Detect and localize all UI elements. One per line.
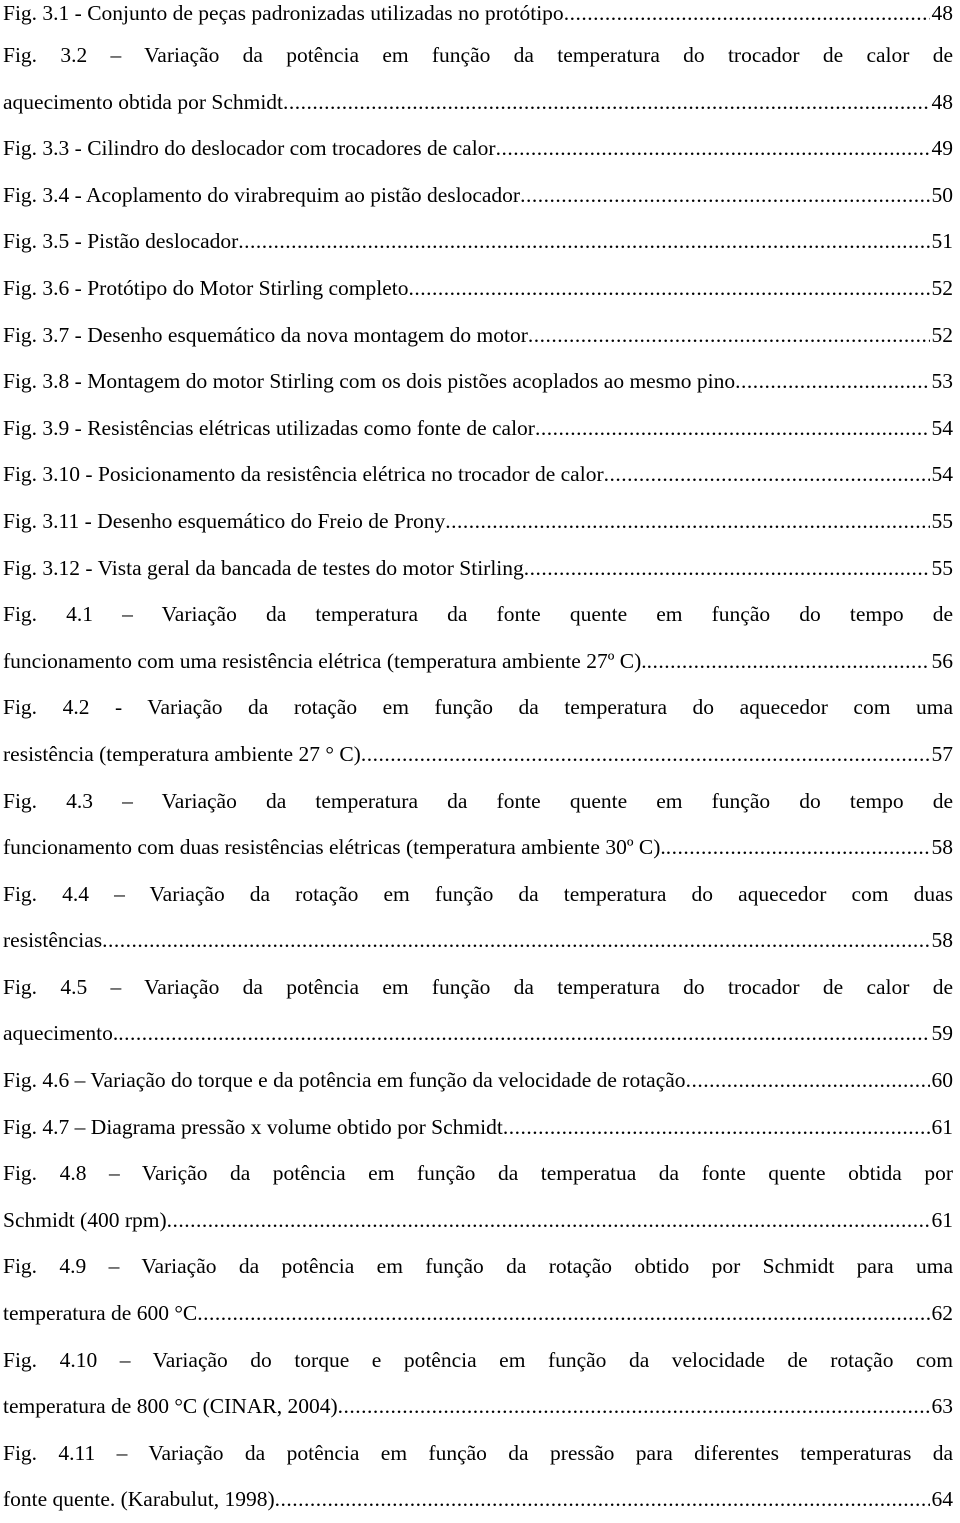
entry-title: Fig. 3.12 - Vista geral da bancada de testes do motor Stirling [3, 555, 524, 580]
entry-last-line [3, 824, 953, 871]
dot-leader [647, 638, 930, 685]
entry-title: Fig. 3.4 - Acoplamento do virabrequim ao pistão deslocador [3, 182, 521, 207]
entry-title: temperatura de 600 °C [3, 1301, 198, 1326]
entry-last-line [3, 1104, 953, 1151]
entry-line [3, 1243, 953, 1290]
figure-list-entry [3, 1337, 953, 1430]
entry-last-line [3, 405, 953, 452]
figure-list-entry [3, 32, 953, 125]
dot-leader [283, 79, 929, 126]
figure-list-entry [3, 591, 953, 684]
entry-title: Fig. 4.6 – Variação do torque e da potência em função da velocidade de rotação [3, 1068, 686, 1093]
entry-title: Fig. 4.4 – Variação da rotação em função da temperatura do aquecedor com duas [3, 881, 953, 906]
page-number: 48 [931, 1, 953, 25]
figure-list-entry [3, 964, 953, 1057]
entry-title: Fig. 3.11 - Desenho esquemático do Freio de Prony [3, 508, 446, 533]
figure-list-entry [3, 125, 953, 172]
page-number: 57 [931, 741, 953, 766]
figure-list-entry [3, 405, 953, 452]
entry-last-line [3, 265, 953, 312]
page-number: 62 [931, 1301, 953, 1326]
entry-title: resistência (temperatura ambiente 27 ° C) [3, 741, 361, 766]
dot-leader [197, 1290, 929, 1337]
dot-leader [520, 172, 929, 219]
page-number: 51 [931, 229, 953, 254]
figure-list-entry [3, 218, 953, 265]
entry-title: Fig. 4.10 – Variação do torque e potência em função da velocidade de rotação com [3, 1347, 953, 1372]
dot-leader [167, 1197, 930, 1244]
figure-list-entry [3, 1243, 953, 1336]
entry-line [3, 1430, 953, 1477]
entry-last-line [3, 545, 953, 592]
entry-title: Fig. 3.9 - Resistências elétricas utilizadas como fonte de calor [3, 415, 535, 440]
entry-line [3, 32, 953, 79]
page-number: 60 [931, 1068, 953, 1093]
figure-list-entry [3, 1057, 953, 1104]
figure-list-entry [3, 451, 953, 498]
dot-leader [686, 1057, 930, 1104]
entry-last-line [3, 79, 953, 126]
dot-leader [535, 405, 930, 452]
dot-leader [528, 312, 930, 359]
dot-leader [238, 218, 929, 265]
figure-list-entry [3, 778, 953, 871]
dot-leader [503, 1104, 930, 1151]
entry-last-line [3, 358, 953, 405]
dot-leader [666, 824, 930, 871]
figure-list-entry [3, 172, 953, 219]
page-number: 59 [931, 1021, 953, 1046]
dot-leader [496, 125, 930, 172]
entry-title: Fig. 3.2 – Variação da potência em função da temperatura do trocador de calor de [3, 43, 953, 67]
entry-title: Schmidt (400 rpm) [3, 1207, 167, 1232]
entry-line [3, 871, 953, 918]
dot-leader [445, 498, 929, 545]
page-number: 64 [931, 1487, 953, 1512]
dot-leader [735, 358, 929, 405]
figure-list-entry [3, 312, 953, 359]
entry-last-line [3, 917, 953, 964]
entry-title: Fig. 4.5 – Variação da potência em função da temperatura do trocador de calor de [3, 974, 953, 999]
entry-title: Fig. 3.8 - Montagem do motor Stirling com os dois pistões acoplados ao mesmo pino [3, 369, 736, 394]
figure-list-entry [3, 545, 953, 592]
page-number: 55 [931, 555, 953, 580]
dot-leader [409, 265, 930, 312]
figure-list-entry [3, 871, 953, 964]
entry-title: fonte quente. (Karabulut, 1998) [3, 1487, 275, 1512]
entry-last-line [3, 312, 953, 359]
entry-last-line [3, 1010, 953, 1057]
entry-last-line [3, 1476, 953, 1523]
entry-last-line [3, 0, 953, 32]
entry-title: Fig. 4.8 – Varição da potência em função da temperatua da fonte quente obtida por [3, 1161, 953, 1186]
page-number: 58 [931, 928, 953, 953]
page-number: 61 [931, 1207, 953, 1232]
entry-title: aquecimento. [3, 1021, 119, 1046]
entry-line [3, 964, 953, 1011]
figure-list-entry [3, 0, 953, 32]
figure-list-entry [3, 498, 953, 545]
entry-last-line [3, 218, 953, 265]
entry-title: resistências [3, 928, 103, 953]
dot-leader [275, 1476, 930, 1523]
entry-title: Fig. 4.1 – Variação da temperatura da fonte quente em função do tempo de [3, 602, 953, 627]
entry-last-line [3, 1057, 953, 1104]
page-number: 54 [931, 415, 953, 440]
dot-leader [361, 731, 930, 778]
entry-line [3, 1337, 953, 1384]
dot-leader [102, 917, 929, 964]
page-number: 49 [931, 136, 953, 161]
page-number: 52 [931, 275, 953, 300]
entry-line [3, 591, 953, 638]
entry-title: Fig. 3.1 - Conjunto de peças padronizadas utilizadas no protótipo [3, 1, 564, 25]
entry-line [3, 1150, 953, 1197]
figure-list-entry [3, 684, 953, 777]
page-number: 58 [931, 835, 953, 860]
page-number: 53 [931, 369, 953, 394]
entry-title: temperatura de 800 °C (CINAR, 2004) [3, 1394, 338, 1419]
entry-last-line [3, 451, 953, 498]
figure-list-entry [3, 1104, 953, 1151]
entry-last-line [3, 125, 953, 172]
entry-line [3, 778, 953, 825]
entry-title: Fig. 4.3 – Variação da temperatura da fonte quente em função do tempo de [3, 788, 953, 813]
figure-list-entry [3, 358, 953, 405]
page-number: 63 [931, 1394, 953, 1419]
page-number: 56 [931, 648, 953, 673]
figure-list-entry [3, 1430, 953, 1523]
page-number: 48 [931, 89, 953, 114]
figure-list-entry [3, 265, 953, 312]
dot-leader [564, 0, 930, 26]
entry-title: Fig. 4.2 - Variação da rotação em função da temperatura do aquecedor com uma [3, 695, 953, 720]
entry-title: Fig. 3.3 - Cilindro do deslocador com trocadores de calor [3, 136, 496, 161]
dot-leader [604, 451, 930, 498]
page-number: 52 [931, 322, 953, 347]
entry-title: Fig. 3.10 - Posicionamento da resistência elétrica no trocador de calor [3, 462, 604, 487]
page-number: 54 [931, 462, 953, 487]
entry-title: Fig. 4.11 – Variação da potência em função da pressão para diferentes temperaturas da [3, 1440, 953, 1465]
entry-last-line [3, 1383, 953, 1430]
page-number: 61 [931, 1114, 953, 1139]
entry-title: funcionamento com duas resistências elétricas (temperatura ambiente 30º C). [3, 835, 666, 860]
entry-title: funcionamento com uma resistência elétrica (temperatura ambiente 27º C). [3, 648, 647, 673]
page-number: 55 [931, 508, 953, 533]
entry-title: Fig. 4.7 – Diagrama pressão x volume obtido por Schmidt [3, 1114, 503, 1139]
figure-list [3, 0, 953, 1523]
figure-list-entry [3, 1150, 953, 1243]
entry-line [3, 684, 953, 731]
entry-last-line [3, 1290, 953, 1337]
dot-leader [338, 1383, 930, 1430]
entry-last-line [3, 638, 953, 685]
entry-last-line [3, 172, 953, 219]
entry-title: Fig. 4.9 – Variação da potência em função da rotação obtido por Schmidt para uma [3, 1254, 953, 1279]
dot-leader [524, 545, 930, 592]
entry-last-line [3, 498, 953, 545]
entry-title: Fig. 3.7 - Desenho esquemático da nova montagem do motor [3, 322, 528, 347]
entry-last-line [3, 1197, 953, 1244]
entry-title: Fig. 3.6 - Protótipo do Motor Stirling completo [3, 275, 409, 300]
entry-title: Fig. 3.5 - Pistão deslocador [3, 229, 239, 254]
dot-leader [118, 1010, 929, 1057]
page-number: 50 [931, 182, 953, 207]
entry-title: aquecimento obtida por Schmidt [3, 89, 284, 114]
entry-last-line [3, 731, 953, 778]
